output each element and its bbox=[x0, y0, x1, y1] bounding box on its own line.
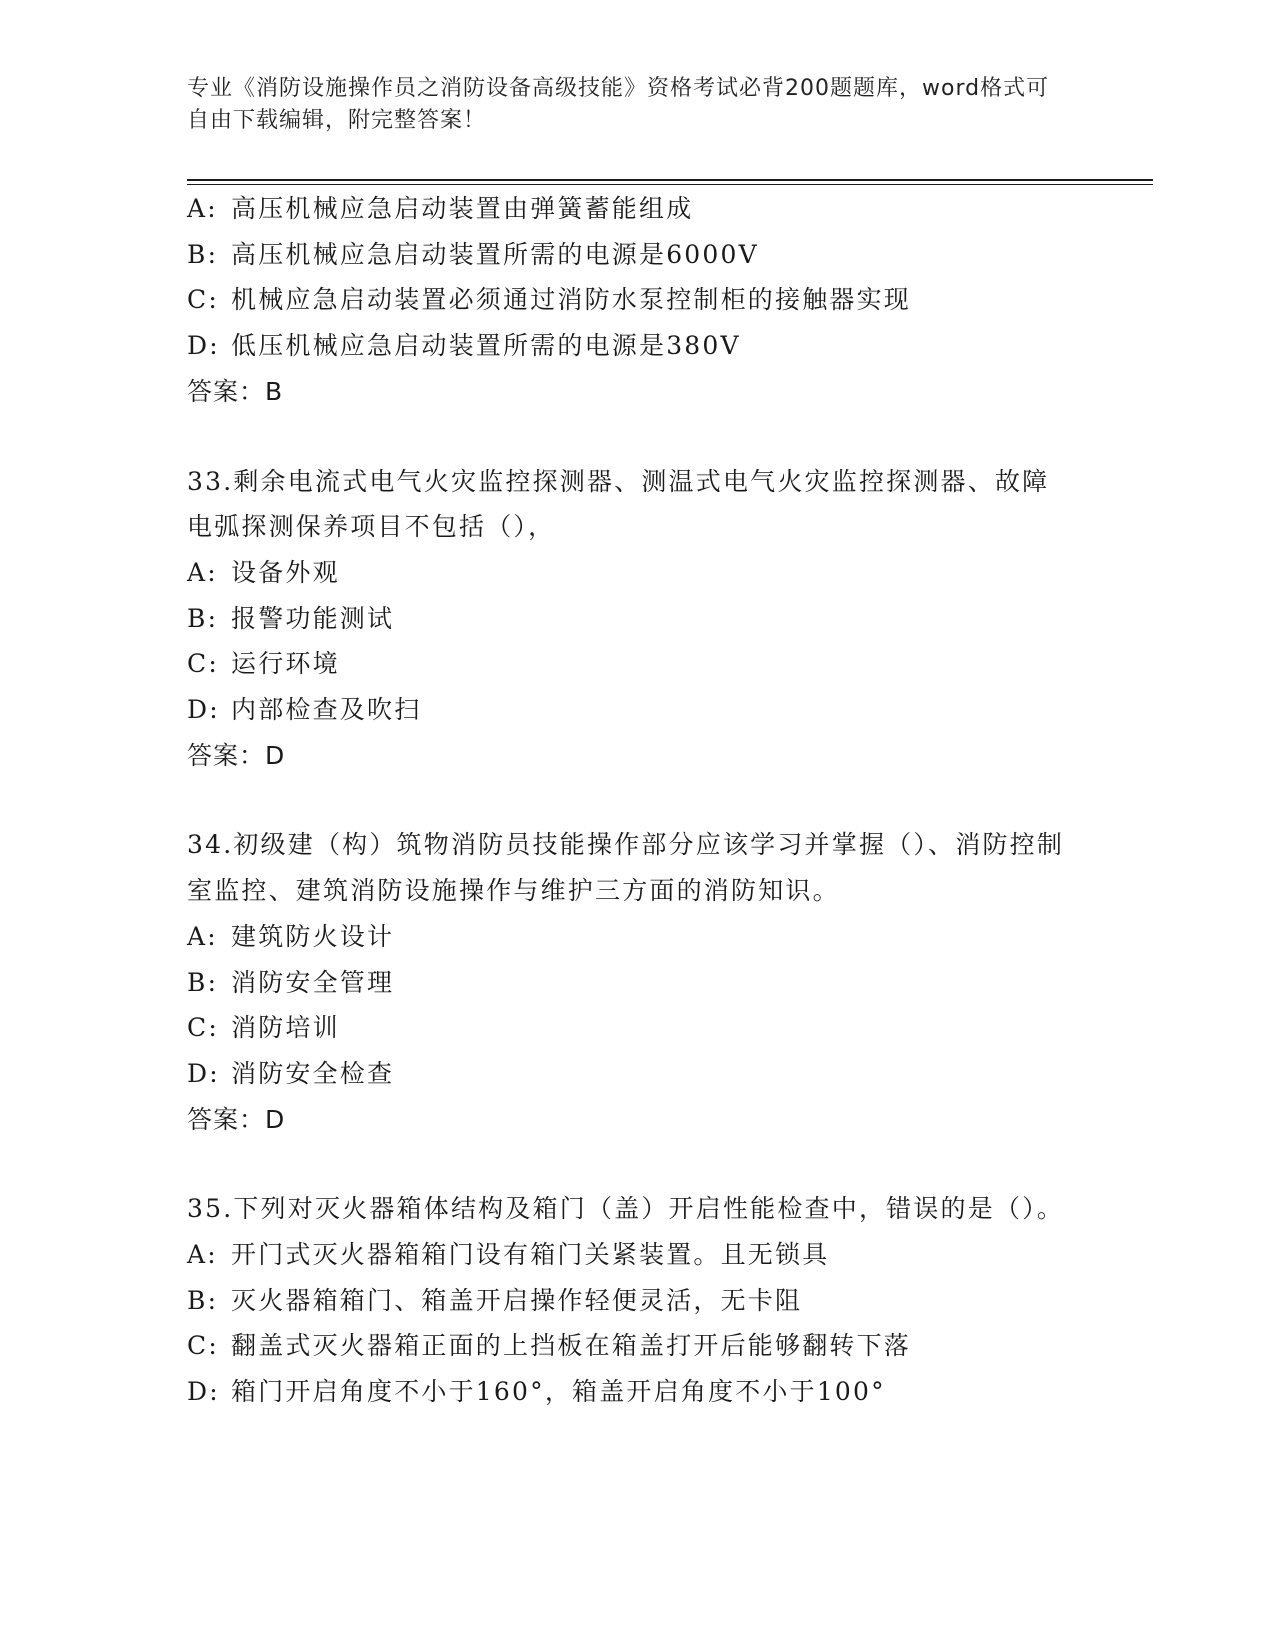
option-b: B: 灭火器箱箱门、箱盖开启操作轻便灵活，无卡阻 bbox=[187, 1285, 803, 1315]
option-d: D: 低压机械应急启动装置所需的电源是380V bbox=[187, 331, 741, 361]
option-a: A: 开门式灭火器箱箱门设有箱门关紧装置。且无锁具 bbox=[187, 1240, 830, 1270]
question-stem: 33.剩余电流式电气火灾监控探测器、测温式电气火灾监控探测器、故障电弧探测保养项目不包括（）， bbox=[187, 466, 1050, 542]
question-list bbox=[187, 186, 1087, 1415]
option-b: B: 高压机械应急启动装置所需的电源是6000V bbox=[187, 239, 759, 269]
question-34 bbox=[187, 822, 1087, 1142]
option-c: C: 消防培训 bbox=[187, 1013, 340, 1043]
question-33 bbox=[187, 459, 1087, 779]
option-c: C: 机械应急启动装置必须通过消防水泵控制柜的接触器实现 bbox=[187, 285, 912, 315]
answer-line: 答案：B bbox=[187, 376, 284, 406]
question-35 bbox=[187, 1186, 1087, 1415]
question-stem: 35.下列对灭火器箱体结构及箱门（盖）开启性能检查中，错误的是（）。 bbox=[187, 1194, 1065, 1224]
option-a: A: 设备外观 bbox=[187, 557, 340, 587]
option-b: B: 报警功能测试 bbox=[187, 603, 395, 633]
option-c: C: 运行环境 bbox=[187, 649, 340, 679]
option-b: B: 消防安全管理 bbox=[187, 967, 395, 997]
option-d: D: 箱门开启角度不小于160°，箱盖开启角度不小于100° bbox=[187, 1377, 886, 1407]
option-c: C: 翻盖式灭火器箱正面的上挡板在箱盖打开后能够翻转下落 bbox=[187, 1331, 912, 1361]
answer-line: 答案：D bbox=[187, 1104, 286, 1134]
option-a: A: 高压机械应急启动装置由弹簧蓄能组成 bbox=[187, 194, 694, 223]
option-d: D: 消防安全检查 bbox=[187, 1058, 395, 1088]
option-a: A: 建筑防火设计 bbox=[187, 921, 395, 951]
document-header: 专业《消防设施操作员之消防设备高级技能》资格考试必背200题题库，word格式可自由下载编辑，附完整答案！ bbox=[187, 76, 1050, 133]
option-d: D: 内部检查及吹扫 bbox=[187, 695, 422, 725]
header-divider-thin bbox=[187, 184, 1153, 185]
header-divider-thick bbox=[187, 179, 1153, 181]
question-32 bbox=[187, 186, 1087, 415]
question-stem: 34.初级建（构）筑物消防员技能操作部分应该学习并掌握（）、消防控制室监控、建筑消防设施操作与维护三方面的消防知识。 bbox=[187, 830, 1065, 906]
answer-line: 答案：D bbox=[187, 740, 286, 770]
